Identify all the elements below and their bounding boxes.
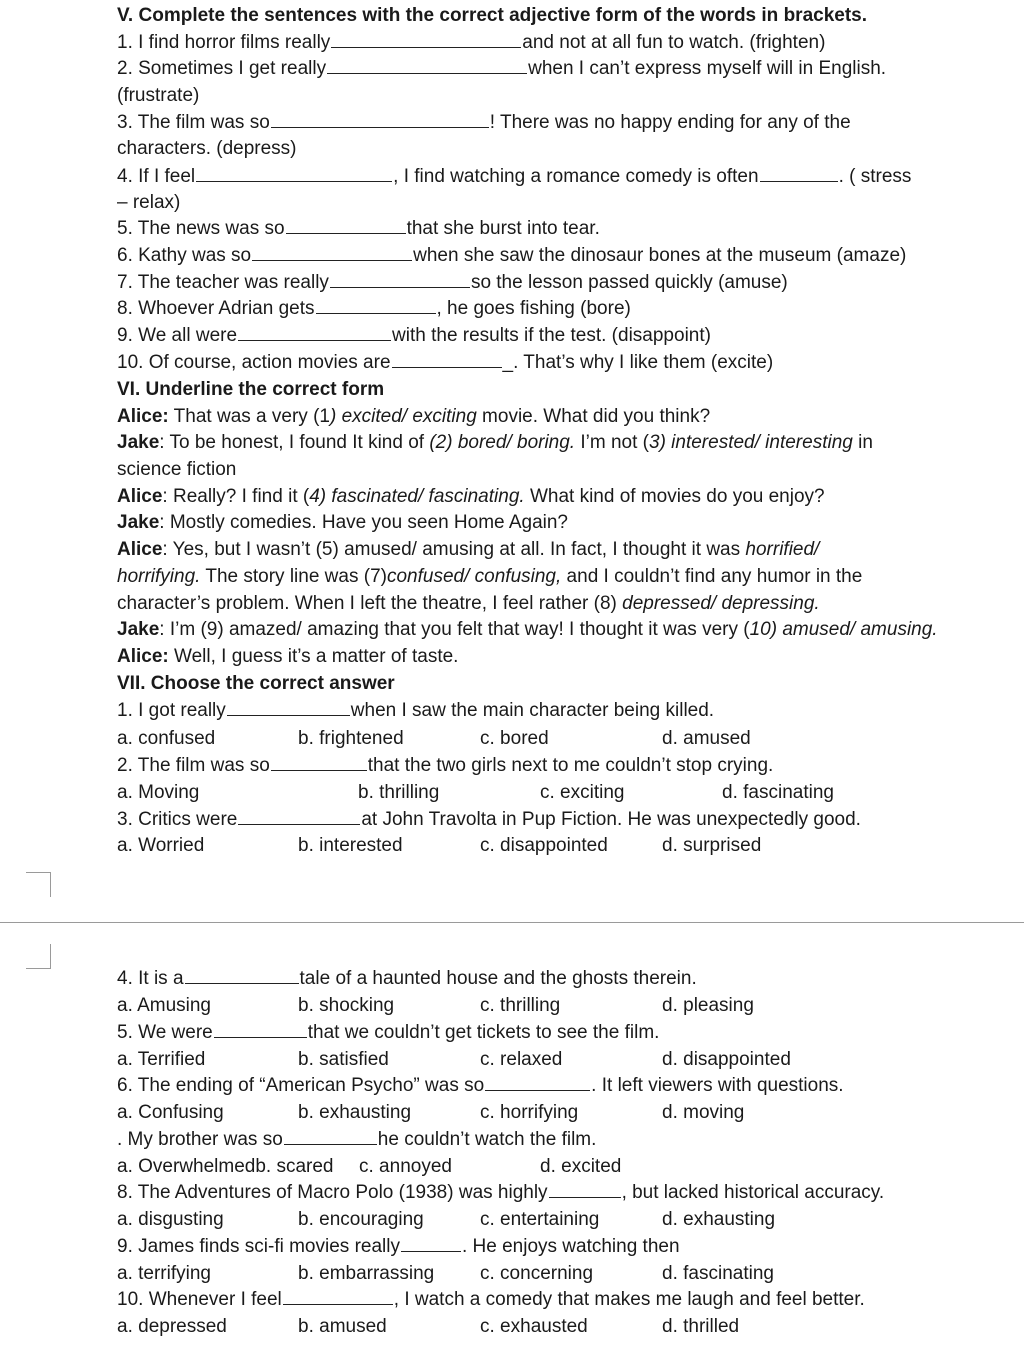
exercise-5-item-2: 2. Sometimes I get really when I can’t express myself will in English. — [117, 58, 887, 79]
option-b[interactable]: b. shocking — [298, 995, 395, 1016]
exercise-5-item-9: 9. We all were with the results if the test. (disappoint) — [117, 325, 711, 346]
page-break-divider — [0, 922, 1024, 923]
option-d[interactable]: d. amused — [662, 728, 751, 749]
section-5-heading: V. Complete the sentences with the correct adjective form of the words in brackets. — [117, 5, 868, 26]
option-a[interactable]: a. Moving — [117, 782, 200, 803]
dialogue-line-jake-1-cont: science fiction — [117, 459, 237, 480]
dialogue-line-jake-1: Jake: To be honest, I found It kind of (2) bored/ boring. I’m not (3) interested/ interesting in — [117, 432, 873, 453]
option-b[interactable]: b. thrilling — [358, 782, 440, 803]
option-b[interactable]: b. amused — [298, 1316, 387, 1337]
option-a[interactable]: a. confused — [117, 728, 216, 749]
option-c[interactable]: c. concerning — [480, 1263, 594, 1284]
option-d[interactable]: d. pleasing — [662, 995, 754, 1016]
exercise-5-item-4: 4. If I feel , I find watching a romance comedy is often . ( stress — [117, 166, 912, 187]
question-9: 9. James finds sci-fi movies really . He enjoys watching then — [117, 1236, 680, 1257]
exercise-5-item-10: 10. Of course, action movies are _. That’s why I like them (excite) — [117, 352, 774, 373]
dialogue-line-alice-2: Alice: Really? I find it (4) fascinated/ fascinating. What kind of movies do you enjoy? — [117, 486, 825, 507]
dialogue-line-alice-3: Alice: Yes, but I wasn’t (5) amused/ amusing at all. In fact, I thought it was horrified/ — [117, 539, 820, 560]
page-corner-mark-bottom — [26, 944, 51, 969]
option-c[interactable]: c. disappointed — [480, 835, 608, 856]
question-5: 5. We were that we couldn’t get tickets to see the film. — [117, 1022, 660, 1043]
question-8: 8. The Adventures of Macro Polo (1938) was highly , but lacked historical accuracy. — [117, 1182, 885, 1203]
option-d[interactable]: d. moving — [662, 1102, 745, 1123]
option-d[interactable]: d. surprised — [662, 835, 762, 856]
exercise-5-item-3-cont: characters. (depress) — [117, 138, 297, 159]
option-d[interactable]: d. fascinating — [722, 782, 834, 803]
option-b[interactable]: b. encouraging — [298, 1209, 424, 1230]
exercise-5-item-7: 7. The teacher was really so the lesson passed quickly (amuse) — [117, 272, 788, 293]
option-a[interactable]: a. Amusing — [117, 995, 211, 1016]
option-b[interactable]: b. satisfied — [298, 1049, 389, 1070]
option-d[interactable]: d. disappointed — [662, 1049, 791, 1070]
option-a[interactable]: a. Confusing — [117, 1102, 224, 1123]
section-6-heading: VI. Underline the correct form — [117, 379, 385, 400]
option-a[interactable]: a. terrifying — [117, 1263, 211, 1284]
question-4: 4. It is a tale of a haunted house and the ghosts therein. — [117, 968, 697, 989]
option-a[interactable]: a. Terrified — [117, 1049, 206, 1070]
option-a[interactable]: a. Worried — [117, 835, 205, 856]
question-3: 3. Critics were at John Travolta in Pup Fiction. He was unexpectedly good. — [117, 809, 861, 830]
question-10: 10. Whenever I feel , I watch a comedy that makes me laugh and feel better. — [117, 1289, 865, 1310]
option-c[interactable]: c. bored — [480, 728, 549, 749]
page-corner-mark-top — [26, 872, 51, 897]
option-d[interactable]: d. excited — [540, 1156, 622, 1177]
question-7: . My brother was so he couldn’t watch the film. — [117, 1129, 597, 1150]
dialogue-line-alice-3-cont: horrifying. The story line was (7)confused/ confusing, and I couldn’t find any humor in the — [117, 566, 863, 587]
question-1: 1. I got really when I saw the main character being killed. — [117, 700, 715, 721]
option-c[interactable]: c. entertaining — [480, 1209, 600, 1230]
option-c[interactable]: c. exhausted — [480, 1316, 588, 1337]
option-b[interactable]: b. embarrassing — [298, 1263, 435, 1284]
option-c[interactable]: c. relaxed — [480, 1049, 563, 1070]
dialogue-line-alice-3-cont2: character’s problem. When I left the theatre, I feel rather (8) depressed/ depressing. — [117, 593, 820, 614]
option-c[interactable]: c. exciting — [540, 782, 625, 803]
option-c[interactable]: c. annoyed — [359, 1156, 452, 1177]
cut-off-next-line — [80, 1343, 580, 1349]
exercise-5-item-2-cont: (frustrate) — [117, 85, 200, 106]
option-b[interactable]: b. exhausting — [298, 1102, 412, 1123]
option-d[interactable]: d. thrilled — [662, 1316, 740, 1337]
option-b[interactable]: b. interested — [298, 835, 403, 856]
dialogue-line-alice-4: Alice: Well, I guess it’s a matter of taste. — [117, 646, 459, 667]
option-c[interactable]: c. horrifying — [480, 1102, 579, 1123]
exercise-5-item-3: 3. The film was so ! There was no happy ending for any of the — [117, 112, 851, 133]
option-a-b[interactable]: a. Overwhelmedb. scared — [117, 1156, 334, 1177]
exercise-5-item-8: 8. Whoever Adrian gets , he goes fishing (bore) — [117, 298, 631, 319]
dialogue-line-alice-1: Alice: That was a very (1) excited/ exciting movie. What did you think? — [117, 406, 711, 427]
question-6: 6. The ending of “American Psycho” was so . It left viewers with questions. — [117, 1075, 844, 1096]
option-d[interactable]: d. exhausting — [662, 1209, 776, 1230]
exercise-5-item-6: 6. Kathy was so when she saw the dinosaur bones at the museum (amaze) — [117, 245, 907, 266]
option-a[interactable]: a. disgusting — [117, 1209, 224, 1230]
exercise-5-item-1: 1. I find horror films really and not at all fun to watch. (frighten) — [117, 32, 826, 53]
option-c[interactable]: c. thrilling — [480, 995, 561, 1016]
option-d[interactable]: d. fascinating — [662, 1263, 774, 1284]
option-b[interactable]: b. frightened — [298, 728, 404, 749]
exercise-5-item-5: 5. The news was so that she burst into tear. — [117, 218, 600, 239]
dialogue-line-jake-2: Jake: Mostly comedies. Have you seen Home Again? — [117, 512, 568, 533]
question-2: 2. The film was so that the two girls next to me couldn’t stop crying. — [117, 755, 774, 776]
dialogue-line-jake-3: Jake: I’m (9) amazed/ amazing that you felt that way! I thought it was very (10) amused/ amusing. — [117, 619, 938, 640]
exercise-5-item-4-cont: – relax) — [117, 192, 181, 213]
section-7-heading: VII. Choose the correct answer — [117, 673, 395, 694]
option-a[interactable]: a. depressed — [117, 1316, 227, 1337]
